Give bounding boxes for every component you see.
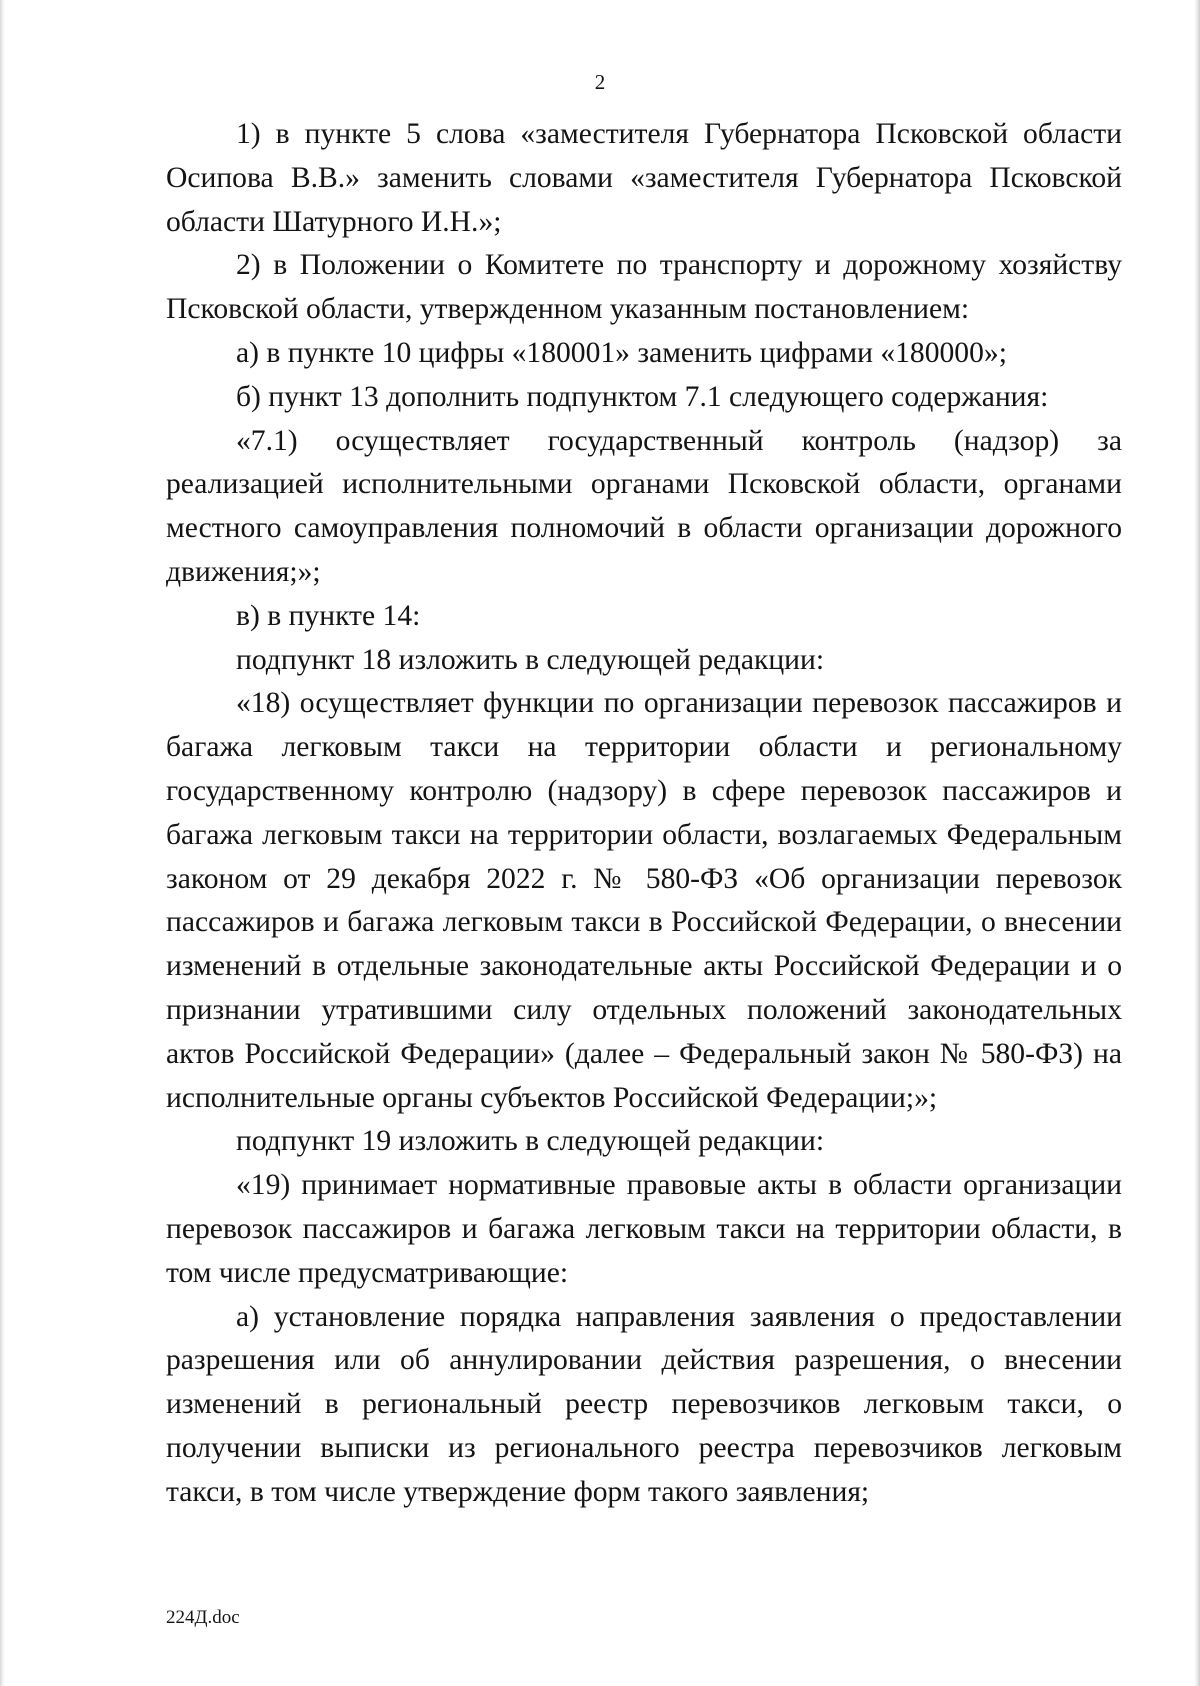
paragraph-10: «19) принимает нормативные правовые акты в области организации перевозок пассажиров и багажа легковым такси на территории области, в том числе предусматривающие:	[166, 1169, 1122, 1289]
paragraph-3: а) в пункте 10 цифры «180001» заменить цифрами «180000»;	[236, 336, 1007, 369]
paragraph-5: «7.1) осуществляет государственный контроль (надзор) за реализацией исполнительными органами Псковской области, органами местного самоуправления полномочий в области организации дорожного движения;»;	[166, 424, 1122, 588]
paragraph-8: «18) осуществляет функции по организации перевозок пассажиров и багажа легковым такси на территории области и региональному государственному контролю (надзору) в сфере перевозок пассажиров и багажа легковым такси на территории области, возлагаемых Федеральным законом от 29 декабря 2022 г. № 580-ФЗ «Об организации перевозок пассажиров и багажа легковым такси в Российской Федерации, о внесении изменений в отдельные законодательные акты Российской Федерации и о признании утратившими силу отдельных положений законодательных актов Российской Федерации» (далее – Федеральный закон № 580-ФЗ) на исполнительные органы субъектов Российской Федерации;»;	[166, 687, 1122, 1114]
paragraph-9: подпункт 19 изложить в следующей редакции:	[236, 1125, 825, 1158]
document-body	[166, 113, 1122, 1515]
scan-edge-left	[0, 0, 5, 1686]
page-number: 2	[594, 70, 606, 94]
paragraph-1: 1) в пункте 5 слова «заместителя Губернатора Псковской области Осипова В.В.» заменить словами «заместителя Губернатора Псковской области Шатурного И.Н.»;	[166, 118, 1122, 238]
paragraph-7: подпункт 18 изложить в следующей редакции:	[236, 643, 825, 676]
paragraph-6: в) в пункте 14:	[236, 599, 421, 632]
paragraph-2: 2) в Положении о Комитете по транспорту и дорожному хозяйству Псковской области, утвержденном указанным постановлением:	[166, 249, 1122, 326]
paragraph-11: а) установление порядка направления заявления о предоставлении разрешения или об аннулировании действия разрешения, о внесении изменений в региональный реестр перевозчиков легковым такси, о получении выписки из регионального реестра перевозчиков легковым такси, в том числе утверждение форм такого заявления;	[166, 1300, 1122, 1508]
scan-edge-right	[1194, 0, 1200, 1686]
footer-file-name: 224Д.doc	[166, 1607, 240, 1628]
paragraph-4: б) пункт 13 дополнить подпунктом 7.1 следующего содержания:	[236, 380, 1049, 413]
